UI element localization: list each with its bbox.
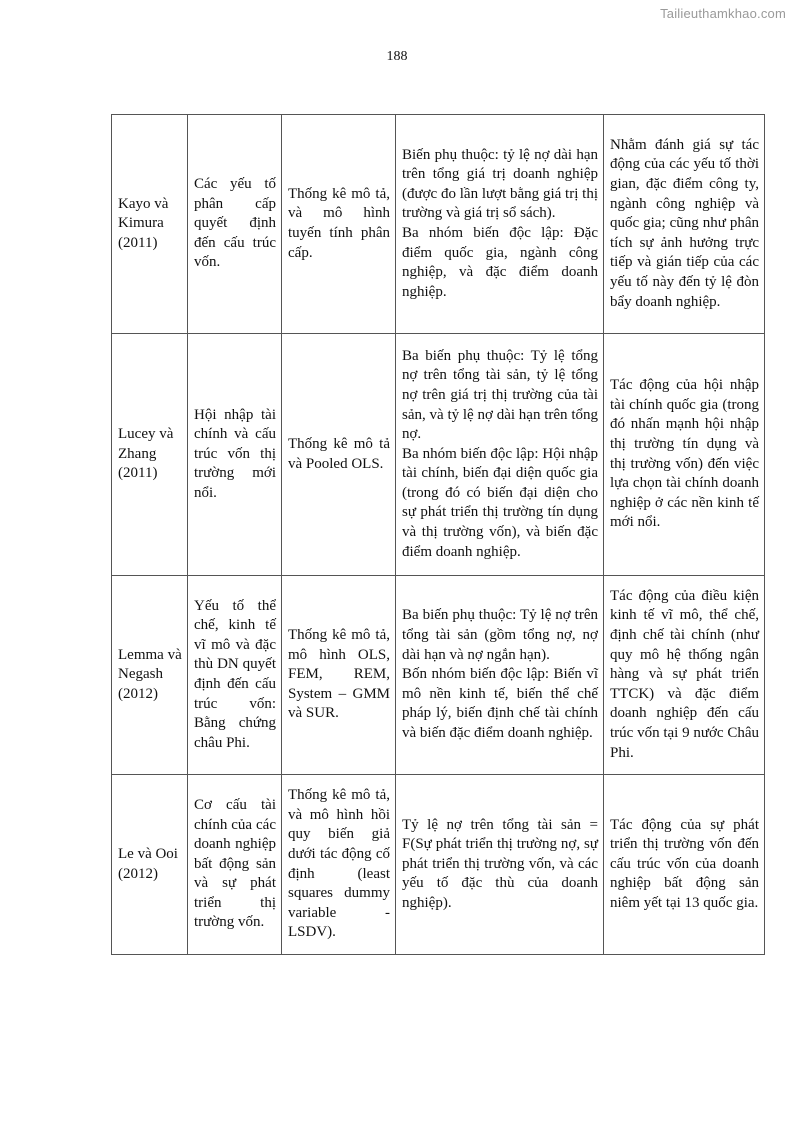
variables-cell xyxy=(396,576,604,775)
dependent-variable-text: Biến phụ thuộc: tỷ lệ nợ dài hạn trên tổng giá trị doanh nghiệp (được đo lần lượt bằng giá trị thị trường và giá trị sổ sách). xyxy=(402,146,598,222)
model-equation-text: Tỷ lệ nợ trên tổng tài sản = F(Sự phát triển thị trường nợ, sự phát triển thị trường vốn, và các yếu tố đặc thù của doanh nghiệp). xyxy=(402,816,598,911)
table-row xyxy=(112,334,765,576)
literature-review-table xyxy=(111,114,765,955)
topic-cell: Yếu tố thể chế, kinh tế vĩ mô và đặc thù DN quyết định đến cấu trúc vốn: Bằng chứng châu Phi. xyxy=(188,576,282,775)
page-number: 188 xyxy=(386,49,408,64)
watermark: Tailieuthamkhao.com xyxy=(660,6,786,21)
method-cell: Thống kê mô tả, mô hình OLS, FEM, REM, System – GMM và SUR. xyxy=(282,576,396,775)
author-cell: Lucey và Zhang (2011) xyxy=(112,334,188,576)
table-row xyxy=(112,115,765,334)
topic-cell: Cơ cấu tài chính của các doanh nghiệp bất động sản và sự phát triển thị trường vốn. xyxy=(188,775,282,955)
independent-variable-text: Ba nhóm biến độc lập: Hội nhập tài chính, biến đại diện quốc gia (trong đó có biến đại diện cho sự phát triển thị trường tín dụng và thị trường vốn), và biến đặc điểm doanh nghiệp. xyxy=(402,445,598,560)
purpose-cell: Tác động của hội nhập tài chính quốc gia (trong đó nhấn mạnh hội nhập thị trường tín dụng và thị trường vốn) đến việc lựa chọn tài chính doanh nghiệp ở các nền kinh tế mới nổi. xyxy=(604,334,765,576)
purpose-cell: Tác động của điều kiện kinh tế vĩ mô, thể chế, định chế tài chính (như quy mô hệ thống ngân hàng và sự phát triển TTCK) và đặc điểm doanh nghiệp đến cấu trúc vốn tại 9 nước Châu Phi. xyxy=(604,576,765,775)
method-cell: Thống kê mô tả, và mô hình tuyến tính phân cấp. xyxy=(282,115,396,334)
table-row xyxy=(112,576,765,775)
author-cell: Kayo và Kimura (2011) xyxy=(112,115,188,334)
author-cell: Le và Ooi (2012) xyxy=(112,775,188,955)
method-cell: Thống kê mô tả và Pooled OLS. xyxy=(282,334,396,576)
topic-cell: Các yếu tố phân cấp quyết định đến cấu trúc vốn. xyxy=(188,115,282,334)
variables-cell xyxy=(396,334,604,576)
topic-cell: Hội nhập tài chính và cấu trúc vốn thị trường mới nổi. xyxy=(188,334,282,576)
variables-cell xyxy=(396,775,604,955)
dependent-variable-text: Ba biến phụ thuộc: Tỷ lệ tổng nợ trên tổng tài sản, tỷ lệ tổng nợ trên giá trị thị trường của tài sản, và tỷ lệ nợ dài hạn trên tổng nợ. xyxy=(402,347,598,443)
author-cell: Lemma và Negash (2012) xyxy=(112,576,188,775)
method-cell: Thống kê mô tả, và mô hình hồi quy biến giả dưới tác động cố định (least squares dummy variable - LSDV). xyxy=(282,775,396,955)
dependent-variable-text: Ba biến phụ thuộc: Tỷ lệ nợ trên tổng tài sản (gồm tổng nợ, nợ dài hạn và nợ ngắn hạn). xyxy=(402,607,598,663)
variables-cell xyxy=(396,115,604,334)
purpose-cell: Tác động của sự phát triển thị trường vốn đến cấu trúc vốn của doanh nghiệp bất động sản niêm yết tại 13 quốc gia. xyxy=(604,775,765,955)
independent-variable-text: Bốn nhóm biến độc lập: Biến vĩ mô nền kinh tế, biến thể chế pháp lý, biến định chế tài chính và biến đặc điểm doanh nghiệp. xyxy=(402,666,598,741)
purpose-cell: Nhằm đánh giá sự tác động của các yếu tố thời gian, đặc điểm công ty, ngành công nghiệp và quốc gia; cũng như phân tích sự ảnh hưởng trực tiếp và gián tiếp của các yếu tố này đến tỷ lệ đòn bẩy doanh nghiệp. xyxy=(604,115,765,334)
table-row xyxy=(112,775,765,955)
independent-variable-text: Ba nhóm biến độc lập: Đặc điểm quốc gia, ngành công nghiệp, và đặc điểm doanh nghiệp. xyxy=(402,225,598,300)
